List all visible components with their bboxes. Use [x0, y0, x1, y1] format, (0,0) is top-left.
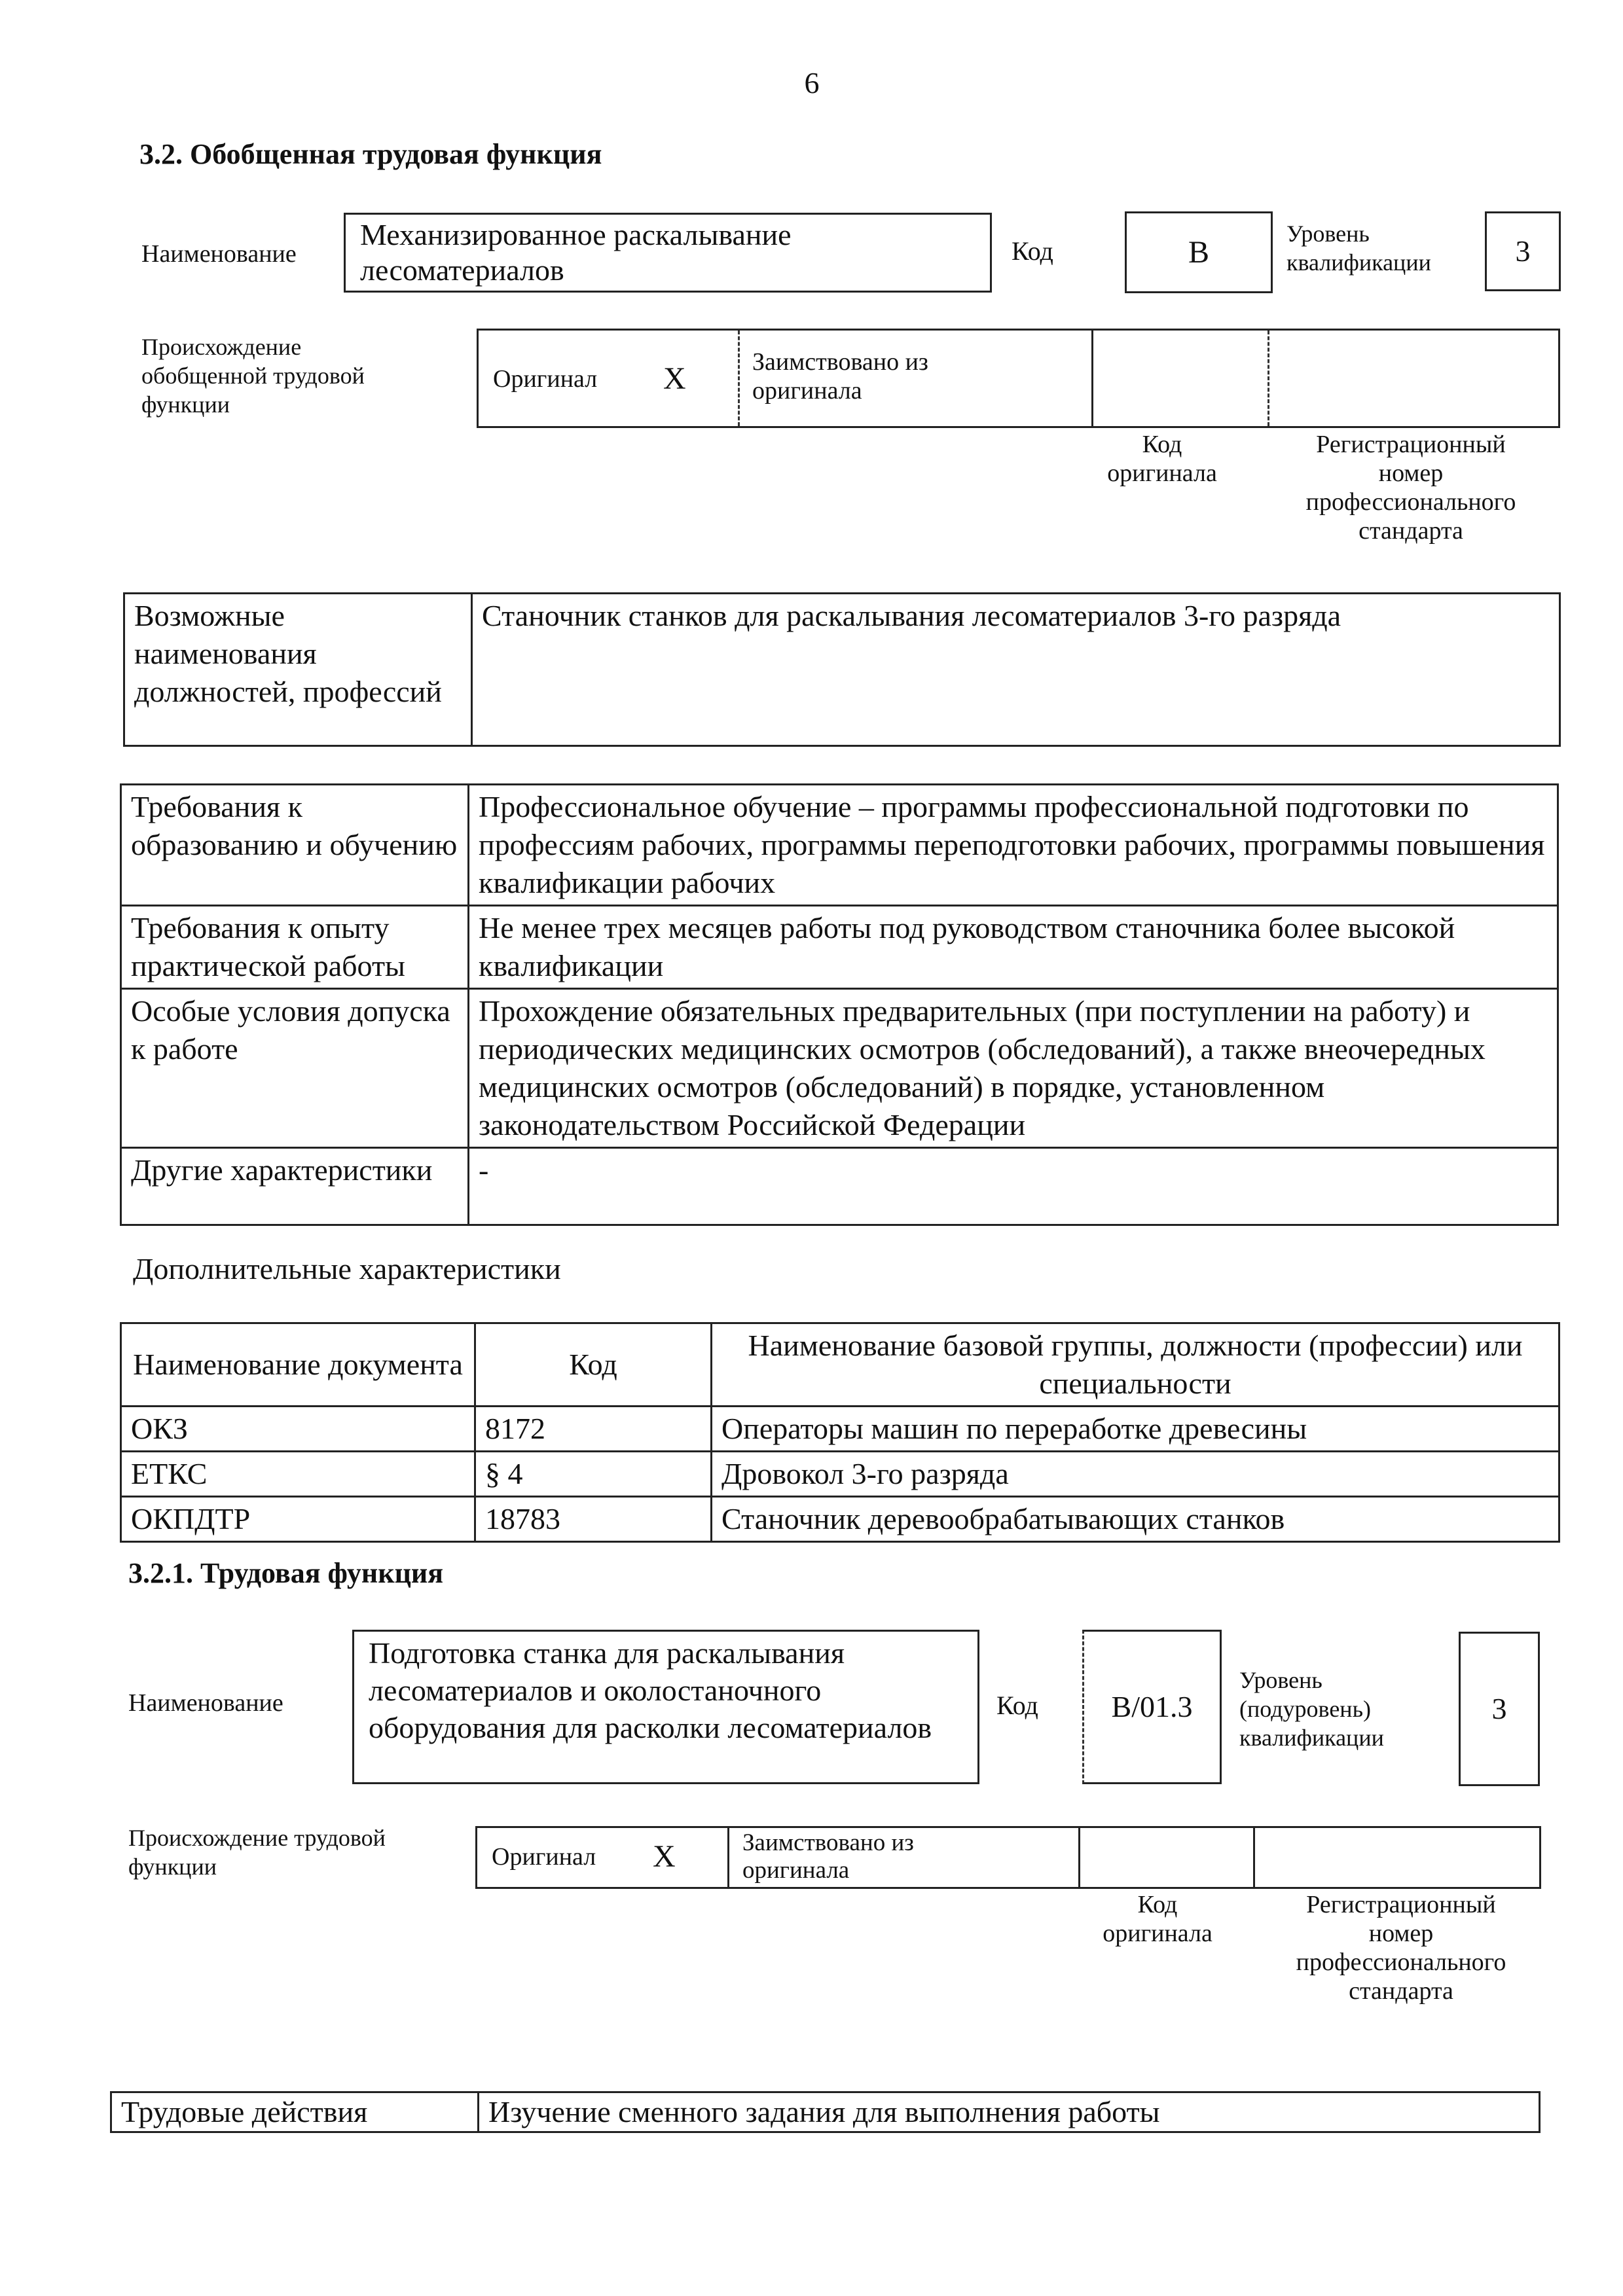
req-label: Требования к образованию и обучению	[121, 785, 469, 906]
req-value: Прохождение обязательных предварительных (при поступлении на работу) и периодических медицинских осмотров (обследований), а также внеочередных медицинских осмотров (обследований) в порядке, установленном законодательством Российской Федерации	[469, 989, 1558, 1148]
code-label: Код	[996, 1691, 1038, 1720]
page-number: 6	[804, 66, 820, 99]
level-value: 3	[1459, 1632, 1540, 1786]
name-value: Механизированное раскалывание лесоматериалов	[344, 213, 992, 293]
actions-label: Трудовые действия	[111, 2092, 479, 2132]
name-label: Наименование	[128, 1689, 283, 1717]
req-label: Особые условия допуска к работе	[121, 989, 469, 1148]
additional-title: Дополнительные характеристики	[133, 1252, 561, 1285]
original-mark: X	[653, 1839, 676, 1874]
actions-table	[110, 2091, 1541, 2133]
table-cell: Дровокол 3-го разряда	[712, 1452, 1559, 1497]
orig-code-caption: Код оригинала	[1103, 1891, 1213, 1947]
orig-code-caption: Код оригинала	[1107, 431, 1217, 487]
positions-label: Возможные наименования должностей, профессий	[124, 594, 472, 746]
level-label: Уровень (подуровень) квалификации	[1239, 1667, 1384, 1751]
level-value: 3	[1485, 211, 1561, 291]
table-cell: 18783	[475, 1497, 712, 1542]
actions-value: Изучение сменного задания для выполнения работы	[479, 2092, 1540, 2132]
table-cell: 8172	[475, 1407, 712, 1452]
req-value: Не менее трех месяцев работы под руководством станочника более высокой квалификации	[469, 906, 1558, 989]
table-cell: ЕТКС	[121, 1452, 475, 1497]
origin-box	[475, 1826, 1541, 1889]
table-cell: Станочник деревообрабатывающих станков	[712, 1497, 1559, 1542]
positions-value: Станочник станков для раскалывания лесоматериалов 3-го разряда	[472, 594, 1560, 746]
reg-number-caption: Регистрационный номер профессионального стандарта	[1296, 1891, 1506, 2005]
subsection-title: 3.2.1. Трудовая функция	[128, 1557, 444, 1589]
req-label: Другие характеристики	[121, 1148, 469, 1225]
original-mark: X	[663, 361, 686, 396]
table-cell: Операторы машин по переработке древесины	[712, 1407, 1559, 1452]
origin-box	[477, 329, 1560, 428]
origin-label: Происхождение обобщенной трудовой функции	[141, 334, 365, 418]
header-cell: Наименование базовой группы, должности (профессии) или специальности	[712, 1323, 1559, 1407]
req-value: Профессиональное обучение – программы профессиональной подготовки по профессиям рабочих, программы переподготовки рабочих, программы повышения квалификации рабочих	[469, 785, 1558, 906]
header-cell: Наименование документа	[121, 1323, 475, 1407]
original-label: Оригинал	[492, 1843, 596, 1871]
original-label: Оригинал	[493, 365, 598, 393]
table-cell: ОКЗ	[121, 1407, 475, 1452]
requirements-table	[120, 783, 1559, 1226]
borrowed-label: Заимствовано из оригинала	[752, 348, 928, 404]
borrowed-label: Заимствовано из оригинала	[742, 1829, 914, 1884]
origin-label: Происхождение трудовой функции	[128, 1825, 386, 1880]
level-label: Уровень квалификации	[1286, 221, 1431, 276]
code-value: B/01.3	[1082, 1630, 1222, 1784]
code-value: B	[1125, 211, 1273, 293]
req-value: -	[469, 1148, 1558, 1225]
table-cell: § 4	[475, 1452, 712, 1497]
table-cell: ОКПДТР	[121, 1497, 475, 1542]
positions-table	[123, 592, 1561, 747]
name-label: Наименование	[141, 240, 297, 268]
section-title: 3.2. Обобщенная трудовая функция	[139, 138, 602, 170]
name-value: Подготовка станка для раскалывания лесоматериалов и околостаночного оборудования для расколки лесоматериалов	[352, 1630, 979, 1784]
header-cell: Код	[475, 1323, 712, 1407]
additional-table	[120, 1322, 1560, 1543]
reg-number-caption: Регистрационный номер профессионального стандарта	[1305, 431, 1516, 545]
code-label: Код	[1012, 236, 1053, 266]
req-label: Требования к опыту практической работы	[121, 906, 469, 989]
